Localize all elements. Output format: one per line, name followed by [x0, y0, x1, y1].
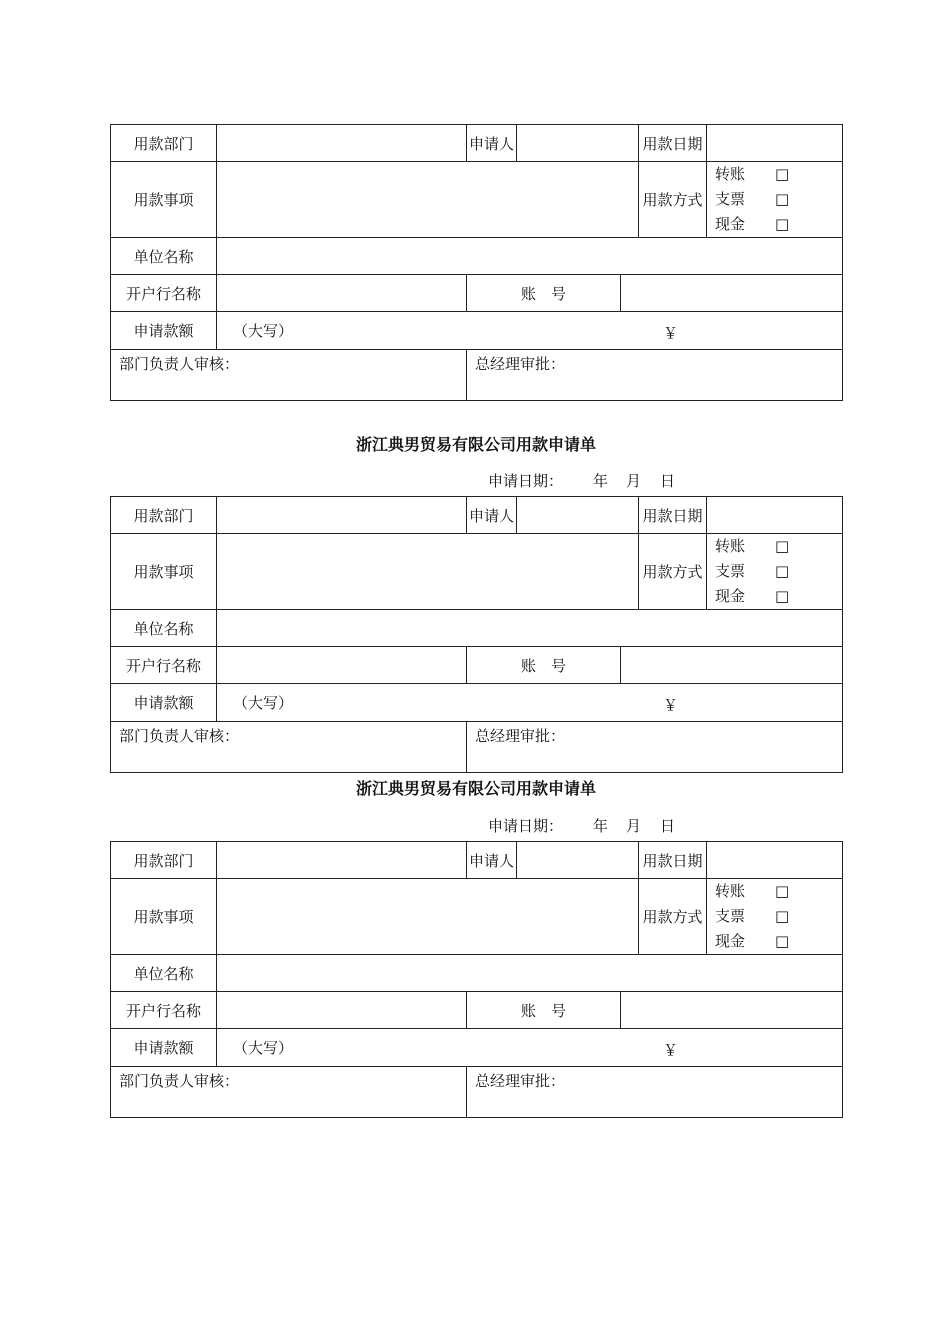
dept-head-approval[interactable]	[111, 722, 467, 773]
dept-field[interactable]	[217, 842, 467, 879]
account-field[interactable]	[621, 992, 843, 1029]
purpose-field[interactable]	[217, 879, 639, 955]
option-label: 转账	[715, 165, 746, 183]
date-day: 日	[660, 472, 676, 490]
option-transfer[interactable]	[715, 162, 842, 187]
checkbox-icon[interactable]: □	[775, 562, 790, 580]
amount-label: 申请款额	[111, 312, 217, 350]
dept-field[interactable]	[217, 125, 467, 162]
applicant-label: 申请人	[467, 497, 517, 534]
bank-label: 开户行名称	[111, 992, 217, 1029]
use-date-field[interactable]	[707, 497, 843, 534]
payment-request-form-3	[110, 769, 842, 1118]
method-label: 用款方式	[639, 879, 707, 955]
method-label: 用款方式	[639, 162, 707, 238]
option-label: 现金	[715, 932, 746, 950]
option-label: 支票	[715, 562, 746, 580]
date-month: 月	[626, 472, 642, 490]
form-table	[110, 124, 843, 401]
gm-approval[interactable]	[467, 722, 843, 773]
method-label: 用款方式	[639, 534, 707, 610]
dept-label: 用款部门	[111, 125, 217, 162]
gm-label: 总经理审批：	[475, 355, 566, 373]
date-label: 申请日期：	[488, 817, 564, 835]
account-field[interactable]	[621, 275, 843, 312]
bank-label: 开户行名称	[111, 275, 217, 312]
dept-head-label: 部门负责人审核：	[119, 1072, 240, 1090]
purpose-label: 用款事项	[111, 162, 217, 238]
payment-method-options	[707, 162, 843, 238]
dept-head-label: 部门负责人审核：	[119, 727, 240, 745]
yen-icon: ￥	[663, 1041, 679, 1059]
gm-approval[interactable]	[467, 350, 843, 401]
option-label: 现金	[715, 587, 746, 605]
date-label: 申请日期：	[488, 472, 564, 490]
unit-name-label: 单位名称	[111, 610, 217, 647]
purpose-label: 用款事项	[111, 534, 217, 610]
option-transfer[interactable]	[715, 534, 842, 559]
checkbox-icon[interactable]: □	[775, 932, 790, 950]
applicant-field[interactable]	[517, 842, 639, 879]
account-label: 账 号	[467, 992, 621, 1029]
payment-request-form-2	[110, 426, 842, 773]
date-year: 年	[593, 472, 609, 490]
option-cash[interactable]	[715, 584, 842, 609]
dept-head-approval[interactable]	[111, 1067, 467, 1118]
account-field[interactable]	[621, 647, 843, 684]
checkbox-icon[interactable]: □	[775, 537, 790, 555]
option-cash[interactable]	[715, 929, 842, 954]
unit-name-label: 单位名称	[111, 955, 217, 992]
yen-icon: ￥	[663, 324, 679, 342]
form-title: 浙江典男贸易有限公司用款申请单	[355, 435, 596, 454]
bank-field[interactable]	[217, 275, 467, 312]
applicant-label: 申请人	[467, 842, 517, 879]
purpose-field[interactable]	[217, 162, 639, 238]
unit-name-label: 单位名称	[111, 238, 217, 275]
use-date-label: 用款日期	[639, 497, 707, 534]
dept-label: 用款部门	[111, 497, 217, 534]
option-cheque[interactable]	[715, 187, 842, 212]
bank-field[interactable]	[217, 992, 467, 1029]
payment-method-options	[707, 879, 843, 955]
gm-label: 总经理审批：	[475, 727, 566, 745]
applicant-label: 申请人	[467, 125, 517, 162]
yen-icon: ￥	[663, 696, 679, 714]
purpose-label: 用款事项	[111, 879, 217, 955]
capital-label: （大写）	[233, 1039, 294, 1057]
use-date-label: 用款日期	[639, 842, 707, 879]
applicant-field[interactable]	[517, 497, 639, 534]
use-date-field[interactable]	[707, 842, 843, 879]
option-cheque[interactable]	[715, 559, 842, 584]
option-label: 支票	[715, 190, 746, 208]
capital-label: （大写）	[233, 694, 294, 712]
date-day: 日	[660, 817, 676, 835]
account-label: 账 号	[467, 647, 621, 684]
checkbox-icon[interactable]: □	[775, 190, 790, 208]
option-label: 支票	[715, 907, 746, 925]
checkbox-icon[interactable]: □	[775, 587, 790, 605]
option-cheque[interactable]	[715, 904, 842, 929]
dept-head-approval[interactable]	[111, 350, 467, 401]
capital-label: （大写）	[233, 322, 294, 340]
application-date	[110, 809, 842, 841]
payment-request-form-1	[110, 124, 842, 401]
form-table	[110, 841, 843, 1118]
purpose-field[interactable]	[217, 534, 639, 610]
gm-approval[interactable]	[467, 1067, 843, 1118]
date-year: 年	[593, 817, 609, 835]
date-month: 月	[626, 817, 642, 835]
checkbox-icon[interactable]: □	[775, 907, 790, 925]
gm-label: 总经理审批：	[475, 1072, 566, 1090]
applicant-field[interactable]	[517, 125, 639, 162]
option-label: 转账	[715, 537, 746, 555]
checkbox-icon[interactable]: □	[775, 215, 790, 233]
bank-label: 开户行名称	[111, 647, 217, 684]
amount-field[interactable]	[217, 684, 843, 722]
dept-field[interactable]	[217, 497, 467, 534]
amount-label: 申请款额	[111, 684, 217, 722]
amount-label: 申请款额	[111, 1029, 217, 1067]
payment-method-options	[707, 534, 843, 610]
form-title: 浙江典男贸易有限公司用款申请单	[355, 779, 596, 798]
option-label: 现金	[715, 215, 746, 233]
use-date-label: 用款日期	[639, 125, 707, 162]
use-date-field[interactable]	[707, 125, 843, 162]
amount-field[interactable]	[217, 1029, 843, 1067]
account-label: 账 号	[467, 275, 621, 312]
application-date	[110, 464, 842, 496]
form-table	[110, 496, 843, 773]
option-transfer[interactable]	[715, 879, 842, 904]
checkbox-icon[interactable]: □	[775, 165, 790, 183]
bank-field[interactable]	[217, 647, 467, 684]
unit-name-field[interactable]	[217, 238, 843, 275]
dept-head-label: 部门负责人审核：	[119, 355, 240, 373]
unit-name-field[interactable]	[217, 955, 843, 992]
amount-field[interactable]	[217, 312, 843, 350]
option-cash[interactable]	[715, 212, 842, 237]
unit-name-field[interactable]	[217, 610, 843, 647]
option-label: 转账	[715, 882, 746, 900]
dept-label: 用款部门	[111, 842, 217, 879]
checkbox-icon[interactable]: □	[775, 882, 790, 900]
